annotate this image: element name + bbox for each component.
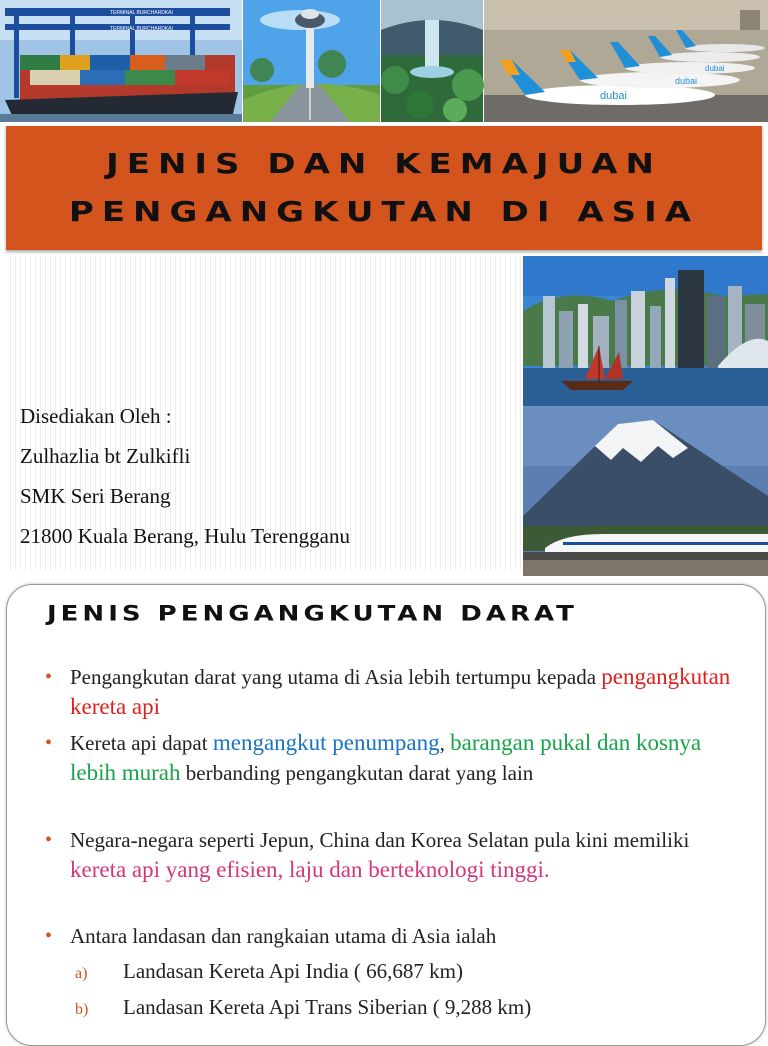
jewel-waterfall-photo <box>381 0 484 122</box>
photo-strip <box>0 0 768 122</box>
prepared-by-label: Disediakan Oleh : <box>20 404 172 428</box>
highlight-bulk-goods: barangan pukal dan kosnya lebih murah <box>70 730 702 785</box>
svg-text:TERMINAL BURCHARDKAI: TERMINAL BURCHARDKAI <box>110 26 173 32</box>
title-line-1: JENIS DAN KEMAJUAN <box>106 147 662 181</box>
sub-item-trans-siberian-railway: b) Landasan Kereta Api Trans Siberian ( 9,288 km) <box>75 995 532 1019</box>
bullet-marker: • <box>45 666 53 688</box>
hong-kong-harbour-photo <box>523 256 768 406</box>
bullet-item-rail-benefits: • Kereta api dapat mengangkut penumpang, barangan pukal dan kosnya lebih murah berbanding pengangkutan darat yang lain <box>45 730 702 785</box>
bullet-item-modern-rail: • Negara-negara seperti Jepun, China dan Korea Selatan pula kini memiliki kereta api yang efisien, laju dan berteknologi tinggi. <box>45 825 745 885</box>
bullet-marker: • <box>45 829 53 851</box>
sub-item-india-railway: a) Landasan Kereta Api India ( 66,687 km) <box>75 959 463 983</box>
author-panel <box>6 256 522 570</box>
highlight-efficient-rail: kereta api yang efisien, laju dan berteknologi tinggi. <box>70 857 550 882</box>
svg-text:dubai: dubai <box>675 76 698 86</box>
svg-text:TERMINAL BURCHARDKAI: TERMINAL BURCHARDKAI <box>110 10 173 16</box>
bullet-item-main-lines: • Antara landasan dan rangkaian utama di Asia ialah <box>45 921 745 951</box>
sub-item-marker: b) <box>75 1001 89 1018</box>
title-line-2: PENGANGKUTAN DI ASIA <box>68 195 700 229</box>
content-card <box>6 584 766 1046</box>
svg-text:dubai: dubai <box>705 64 725 73</box>
mount-fuji-train-photo <box>523 406 768 576</box>
svg-text:dubai: dubai <box>600 90 627 102</box>
school-name: SMK Seri Berang <box>20 484 171 508</box>
title-band <box>6 126 762 250</box>
bullet-marker: • <box>45 925 53 947</box>
bullet-marker: • <box>45 732 53 754</box>
highlight-carry-passengers: mengangkut penumpang <box>212 730 440 755</box>
bullet-item-rail-focus: • Pengangkutan darat yang utama di Asia lebih tertumpu kepada pengangkutan kereta api <box>45 664 731 719</box>
author-name: Zulhazlia bt Zulkifli <box>20 444 191 468</box>
airplanes-photo <box>484 0 768 122</box>
school-address: 21800 Kuala Berang, Hulu Terengganu <box>20 524 350 548</box>
section-heading: JENIS PENGANGKUTAN DARAT <box>47 601 578 627</box>
container-port-photo <box>0 0 242 122</box>
airport-tower-photo <box>243 0 380 122</box>
highlight-rail-transport: pengangkutan kereta api <box>70 664 731 719</box>
sub-item-marker: a) <box>75 965 88 982</box>
